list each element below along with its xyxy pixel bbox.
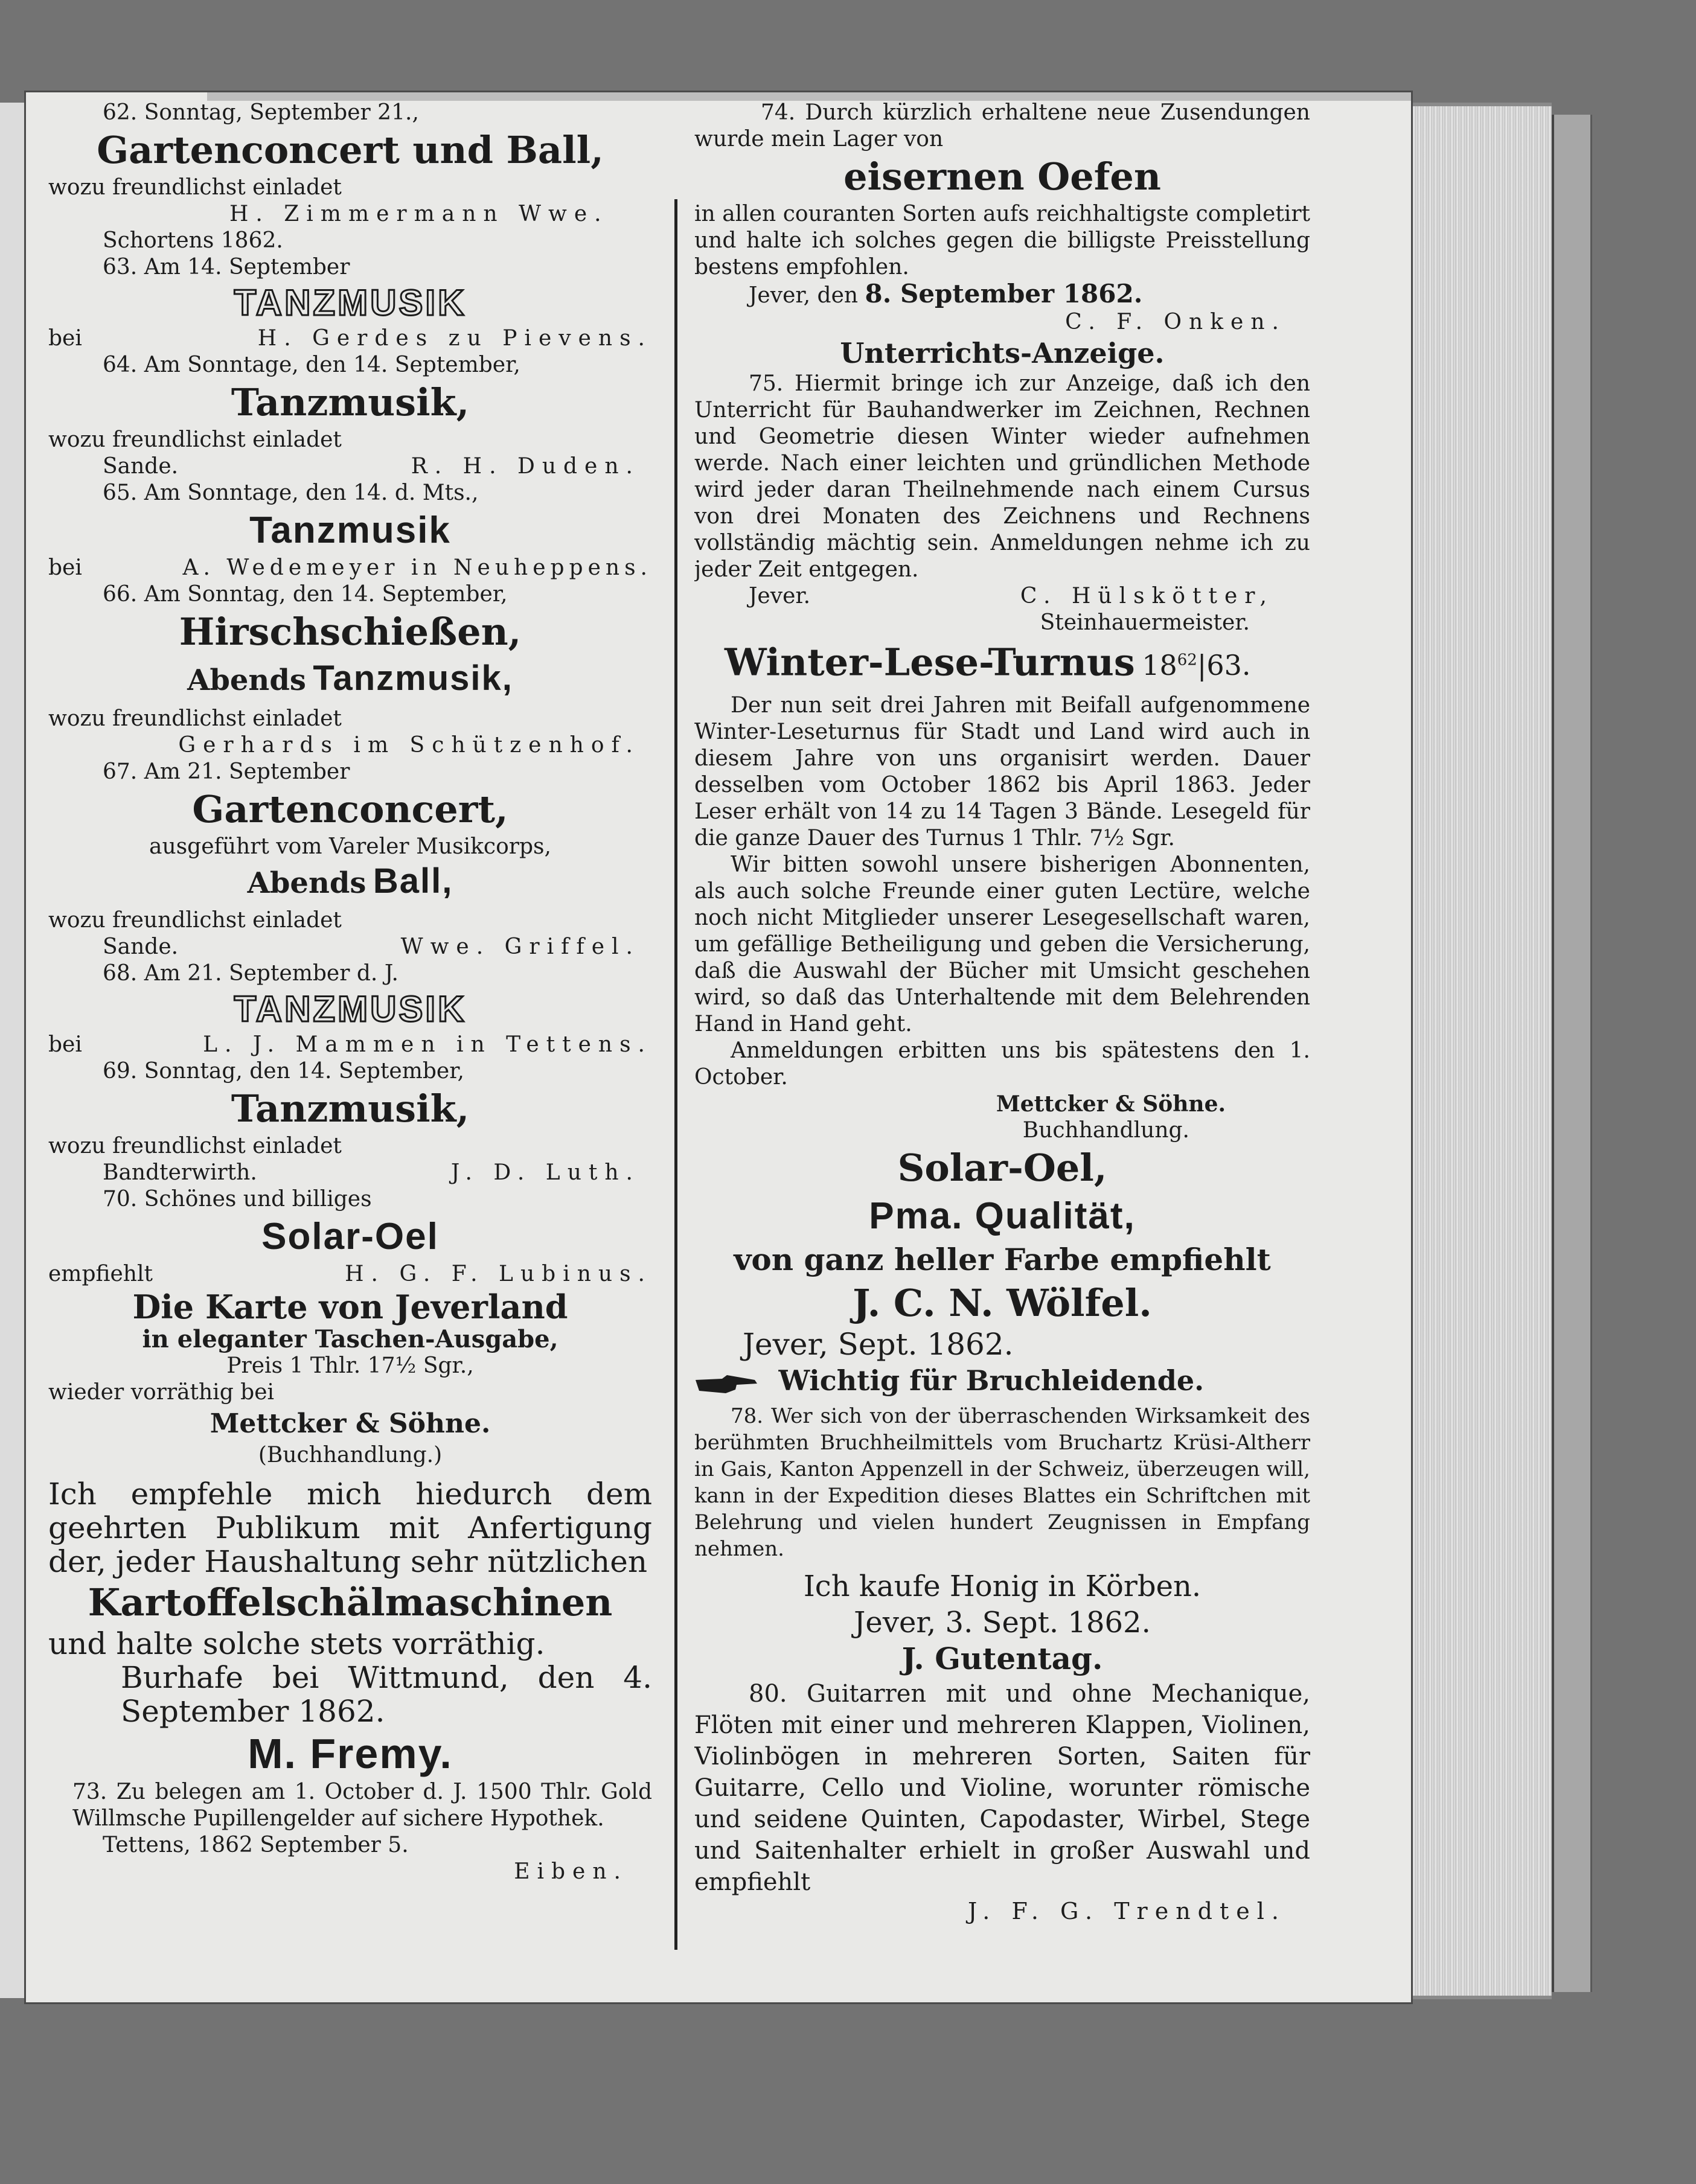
solar-place: Jever, Sept. 1862. (743, 1327, 1014, 1362)
ad-66-subtitle-b: Tanzmusik, (313, 659, 513, 698)
fremy-name: M. Fremy. (248, 1730, 453, 1777)
honig-line: Ich kaufe Honig in Körben. (803, 1569, 1202, 1604)
ad-80 (694, 1678, 1310, 1924)
ad-69-head: 69. Sonntag, den 14. September, (103, 1059, 464, 1084)
ad-solar (694, 1144, 1310, 1361)
ad-74-dateline (694, 281, 1310, 309)
lese-year-sup: 62 (1177, 651, 1197, 669)
ad-80-text: 80. Guitarren mit und ohne Mechanique, Flöten mit einer und mehreren Klappen, Violinen, Violinbögen in mehreren Sorten, Saiten für Guitarre, Cello und Violine, worunter römische und seidene Quinten, Capodaster, Wirbel, Stege und Saitenhalter erhielt in großer Auswahl und empfiehlt (694, 1680, 1310, 1897)
lese-text3: Anmeldungen erbitten uns bis spätestens den 1. October. (694, 1038, 1310, 1090)
ad-65-name: A. Wedemeyer in Neuheppens. (182, 555, 652, 580)
ad-67-title: Gartenconcert, (192, 787, 508, 831)
karte-avail: wieder vorräthig bei (48, 1380, 275, 1405)
ad-68-head: 68. Am 21. September d. J. (103, 961, 398, 986)
ad-68 (48, 960, 652, 1058)
ad-74-text: 74. Durch kürzlich erhaltene neue Zusendungen wurde mein Lager von (694, 100, 1310, 152)
ad-66-title: Hirschschießen, (179, 610, 522, 654)
lese-text2: Wir bitten sowohl unsere bisherigen Abonnenten, als auch solche Freunde einer guten Lectüre, welche noch nicht Mitglieder unserer Lesegesellschaft waren, um gefällige Betheiligung und geben die Versicherung, daß die Auswahl der Bücher mit Umsicht geschehen wird, so daß das Unterhaltende mit dem Belehrenden Hand in Hand geht. (694, 852, 1310, 1037)
ad-64-title: Tanzmusik, (231, 380, 470, 424)
ad-70-head: 70. Schönes und billiges (103, 1187, 372, 1212)
ad-67-name: Wwe. Griffel. (400, 934, 640, 959)
ad-74-place: Jever, den (749, 283, 859, 308)
lese-year: $18^{62}|63$. (1142, 649, 1251, 682)
ad-66-invite: wozu freundlichst einladet (48, 706, 342, 731)
ad-65-line (48, 555, 652, 581)
ad-63-head: 63. Am 14. September (103, 255, 350, 279)
fremy-place: Burhafe bei Wittmund, den 4. September 1862. (121, 1661, 652, 1728)
ad-67-sub: ausgeführt vom Vareler Musikcorps, (149, 834, 551, 859)
ad-74 (694, 100, 1310, 336)
ad-69-title: Tanzmusik, (231, 1087, 470, 1131)
ad-66 (48, 581, 652, 759)
ad-68-bei: bei (48, 1032, 82, 1057)
karte-price: Preis 1 Thlr. 17½ Sgr., (226, 1353, 474, 1378)
ad-80-name: J. F. G. Trendtel. (968, 1898, 1286, 1925)
ad-75-line (694, 583, 1310, 610)
ad-66-head: 66. Am Sonntag, den 14. September, (103, 582, 508, 607)
ad-62-head: 62. Sonntag, September 21., (103, 100, 419, 125)
ad-68-name: L. J. Mammen in Tettens. (203, 1032, 652, 1057)
solar-title: Solar-Oel, (897, 1146, 1107, 1190)
ad-67-subtitle-b: Ball, (373, 861, 453, 901)
lese-year-sep: |63. (1197, 649, 1251, 682)
ad-67-invite: wozu freundlichst einladet (48, 908, 342, 933)
ad-67-head: 67. Am 21. September (103, 759, 350, 784)
lese-heading (694, 636, 1310, 692)
ad-70-title: Solar-Oel (261, 1216, 439, 1257)
ad-74-title: eisernen Oefen (843, 155, 1161, 199)
book-page-edges (1389, 103, 1552, 1999)
ad-64-name: R. H. Duden. (411, 454, 640, 479)
ad-69-name: J. D. Luth. (450, 1160, 640, 1185)
karte-title: Die Karte von Jeverland (132, 1288, 568, 1326)
ad-75-place: Jever. (749, 584, 811, 608)
ad-67 (48, 759, 652, 960)
ad-73-name: Eiben. (514, 1859, 628, 1884)
book-cover (1552, 115, 1592, 1992)
ad-70-line (48, 1261, 652, 1288)
ad-70-name: H. G. F. Lubinus. (345, 1262, 652, 1286)
ad-67-subtitle-a: Abends (247, 866, 366, 900)
honig-place: Jever, 3. Sept. 1862. (854, 1606, 1151, 1640)
bruch-title: Wichtig für Bruchleidende. (778, 1364, 1205, 1397)
ad-64 (48, 352, 652, 480)
honig-name: J. Gutentag. (901, 1641, 1103, 1677)
ad-65-head: 65. Am Sonntage, den 14. d. Mts., (103, 481, 479, 505)
ad-62-title: Gartenconcert und Ball, (97, 128, 604, 172)
ad-67-line (48, 934, 652, 960)
ad-70-lead: empfiehlt (48, 1262, 153, 1286)
fremy-text2: und halte solche stets vorräthig. (48, 1627, 545, 1661)
ad-62-place: Schortens 1862. (103, 228, 283, 253)
fremy-product: Kartoffelschälmaschinen (88, 1580, 613, 1624)
left-column (48, 100, 652, 1965)
ad-74-text2: in allen couranten Sorten aufs reichhaltigste completirt und halte ich solches gegen die billigste Preisstellung bestens empfohlen. (694, 202, 1310, 279)
ad-75-text: 75. Hiermit bringe ich zur Anzeige, daß ich den Unterricht für Bauhandwerker im Zeichnen, Rechnen und Geometrie diesen Winter wieder aufnehmen werde. Nach einer leichten und gründlichen Methode wird jeder daran Theilnehmende nach einem Cursus von drei Monaten des Zeichnens und Rechnens vollständig mächtig sein. Anmeldungen nehme ich zu jeder Zeit entgegen. (694, 371, 1310, 582)
lese-firm: Mettcker & Söhne. (996, 1091, 1226, 1117)
ad-62-name: H. Zimmermann Wwe. (229, 202, 609, 226)
ad-karte (48, 1288, 652, 1469)
ad-73-text: 73. Zu belegen am 1. October d. J. 1500 Thlr. Gold Willmsche Pupillengelder auf sichere Hypothek. (72, 1780, 652, 1831)
ad-64-invite: wozu freundlichst einladet (48, 427, 342, 452)
solar-line: von ganz heller Farbe empfiehlt (734, 1242, 1271, 1278)
solar-name: J. C. N. Wölfel. (853, 1281, 1152, 1326)
ad-74-date: 8. September 1862. (865, 281, 1143, 308)
karte-firm: Mettcker & Söhne. (210, 1408, 491, 1439)
pointing-hand-icon (694, 1371, 761, 1398)
ad-64-head: 64. Am Sonntage, den 14. September, (103, 353, 520, 377)
solar-quality: Pma. Qualität, (869, 1195, 1136, 1237)
ad-69-invite: wozu freundlichst einladet (48, 1134, 342, 1158)
ad-67-place: Sande. (103, 934, 179, 959)
ad-67-subtitle (48, 860, 652, 907)
ad-63-line (48, 325, 652, 352)
ad-68-title: TANZMUSIK (234, 989, 467, 1029)
bruch-heading (694, 1361, 1310, 1403)
ad-75-title: Unterrichts-Anzeige. (840, 337, 1165, 369)
ad-70 (48, 1186, 652, 1288)
ad-65-bei: bei (48, 555, 82, 580)
fremy-text: Ich empfehle mich hiedurch dem geehrten Publikum mit Anfertigung der, jeder Haushaltung sehr nützlichen (48, 1477, 652, 1579)
lese-text: Der nun seit drei Jahren mit Beifall aufgenommene Winter-Leseturnus für Stadt und Land wird auch in diesem Jahre von uns organisirt werden. Dauer desselben vom October 1862 bis April 1863. Jeder Leser erhält von 14 zu 14 Tagen 3 Bände. Lesegeld für die ganze Dauer des Turnus 1 Thlr. 7½ Sgr. (694, 693, 1310, 851)
ad-65 (48, 480, 652, 581)
column-rule (674, 199, 677, 1950)
ad-68-line (48, 1032, 652, 1058)
ad-66-subtitle-a: Abends (187, 663, 306, 697)
ad-75 (694, 336, 1310, 636)
ad-74-name: C. F. Onken. (1065, 310, 1286, 334)
ad-65-title: Tanzmusik (249, 509, 451, 551)
ad-62-invite: wozu freundlichst einladet (48, 175, 342, 200)
ad-69 (48, 1058, 652, 1186)
ad-73 (48, 1779, 652, 1885)
ad-64-place: Sande. (103, 454, 179, 479)
right-column (694, 100, 1310, 1965)
ad-75-role: Steinhauermeister. (1040, 610, 1250, 635)
ad-lese (694, 636, 1310, 1144)
ad-bruch (694, 1361, 1310, 1562)
ad-66-name: Gerhards im Schützenhof. (178, 733, 640, 758)
ad-64-line (48, 453, 652, 480)
ad-63-bei: bei (48, 326, 82, 351)
ad-honig (694, 1567, 1310, 1678)
lese-firm-sub: Buchhandlung. (1022, 1118, 1189, 1143)
ad-73-place: Tettens, 1862 September 5. (103, 1833, 409, 1857)
ad-fremy (48, 1477, 652, 1779)
bruch-text: 78. Wer sich von der überraschenden Wirksamkeit des berühmten Bruchheilmittels vom Bruchartz Krüsi-Altherr in Gais, Kanton Appenzell in der Schweiz, überzeugen will, kann in der Expedition dieses Blattes ein Schriftchen mit Belehrung und vielen hundert Zeugnissen in Empfang nehmen. (694, 1404, 1310, 1562)
ad-63-name: H. Gerdes zu Pievens. (257, 326, 652, 351)
ad-63-title: TANZMUSIK (234, 283, 467, 323)
left-page-edge (0, 103, 26, 1998)
ad-69-line (48, 1160, 652, 1186)
ad-66-subtitle (48, 656, 652, 706)
lese-title: Winter-Lese-Turnus (725, 640, 1135, 685)
ad-63 (48, 254, 652, 352)
ad-62 (48, 100, 652, 254)
ad-69-place: Bandterwirth. (103, 1160, 257, 1185)
karte-firm-sub: (Buchhandlung.) (258, 1443, 443, 1467)
ad-75-name: C. Hülskötter, (1020, 584, 1274, 608)
karte-sub: in eleganter Taschen-Ausgabe, (142, 1326, 558, 1353)
